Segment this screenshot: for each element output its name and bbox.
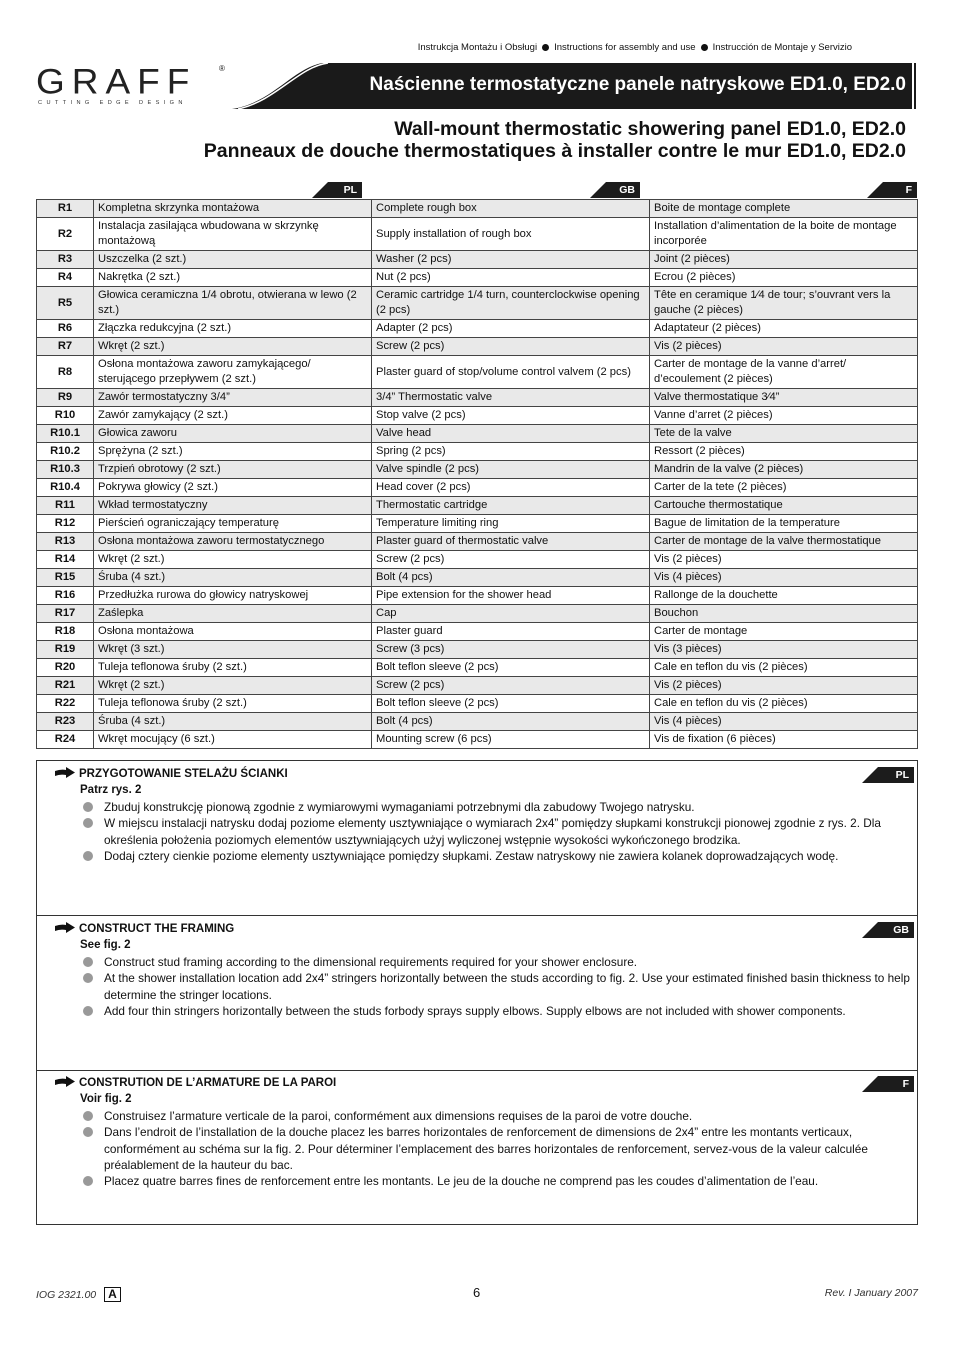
table-cell-code: R18 <box>37 623 94 641</box>
table-cell-gb: Bolt (4 pcs) <box>372 569 650 587</box>
table-cell-pl: Uszczelka (2 szt.) <box>94 251 372 269</box>
column-tag-gb: GB <box>590 182 640 198</box>
table-cell-gb: Cap <box>372 605 650 623</box>
table-row <box>37 515 918 533</box>
table-cell-pl: Zawór termostatyczny 3/4” <box>94 389 372 407</box>
list-item-text: Dans l’endroit de l’installation de la douche placez les barres horizontales de renforcement de dimensions de 2x4” entre les montants verticaux, conformément au schéma sur la fig. 2. Pour déterminer l’emplacement des barres horizontales de renforcement, servez-vous de la valeur calculée préalablement de la hauteur du bac. <box>104 1125 868 1172</box>
bullet-icon <box>83 1006 93 1016</box>
list-item <box>80 970 910 1003</box>
list-item-text: Zbuduj konstrukcję pionową zgodnie z wymiarowymi wymaganiami potrzebnymi dla zabudowy Twojego natrysku. <box>104 800 695 814</box>
bullet-dot-icon <box>542 44 549 51</box>
table-cell-code: R7 <box>37 338 94 356</box>
table-cell-fr: Adaptateur (2 pièces) <box>650 320 918 338</box>
table-cell-pl: Złączka redukcyjna (2 szt.) <box>94 320 372 338</box>
table-cell-fr: Vis (2 pièces) <box>650 551 918 569</box>
section-bullet-list <box>80 954 910 1019</box>
list-item-text: Placez quatre barres fines de renforcement entre les montants. Le jeu de la douche ne comprend pas les coudes d’alimentation de l’eau. <box>104 1174 819 1189</box>
table-cell-fr: Joint (2 pièces) <box>650 251 918 269</box>
table-cell-pl: Głowica zaworu <box>94 425 372 443</box>
title-polish: Naścienne termostatyczne panele natryskowe ED1.0, ED2.0 <box>369 74 906 95</box>
section-heading <box>55 1076 336 1089</box>
list-item <box>80 848 910 864</box>
table-cell-code: R2 <box>37 218 94 251</box>
section-lang-tag: PL <box>862 767 914 783</box>
table-row <box>37 731 918 749</box>
table-cell-code: R10.1 <box>37 425 94 443</box>
table-cell-gb: Screw (3 pcs) <box>372 641 650 659</box>
table-cell-fr: Cale en teflon du vis (2 pièces) <box>650 695 918 713</box>
table-row <box>37 287 918 320</box>
table-cell-gb: Nut (2 pcs) <box>372 269 650 287</box>
list-item <box>80 1173 910 1189</box>
table-cell-fr: Cale en teflon du vis (2 pièces) <box>650 659 918 677</box>
section-gb <box>37 916 917 1071</box>
header-language-line <box>418 42 852 53</box>
table-cell-gb: Spring (2 pcs) <box>372 443 650 461</box>
table-cell-code: R19 <box>37 641 94 659</box>
table-cell-fr: Carter de montage de la vanne d’arret/ d’ecoulement (2 pièces) <box>650 356 918 389</box>
table-cell-fr: Valve thermostatique 3⁄4” <box>650 389 918 407</box>
table-cell-gb: Screw (2 pcs) <box>372 338 650 356</box>
section-figure-ref: Patrz rys. 2 <box>80 784 142 796</box>
logo-registered-mark: ® <box>219 64 225 73</box>
table-row <box>37 677 918 695</box>
table-cell-gb: Plaster guard of stop/volume control valvem (2 pcs) <box>372 356 650 389</box>
logo-tagline: CUTTING EDGE DESIGN <box>38 100 187 106</box>
table-cell-gb: Ceramic cartridge 1/4 turn, counterclockwise opening (2 pcs) <box>372 287 650 320</box>
table-cell-fr: Vanne d’arret (2 pièces) <box>650 407 918 425</box>
table-cell-gb: Bolt teflon sleeve (2 pcs) <box>372 659 650 677</box>
list-item <box>80 1124 910 1173</box>
parts-table <box>36 199 918 749</box>
section-heading <box>55 767 288 780</box>
graff-logo <box>36 62 236 112</box>
parts-table-body <box>37 200 918 749</box>
table-row <box>37 569 918 587</box>
table-cell-code: R11 <box>37 497 94 515</box>
table-row <box>37 695 918 713</box>
table-cell-fr: Tete de la valve <box>650 425 918 443</box>
table-cell-code: R10.4 <box>37 479 94 497</box>
table-cell-gb: Pipe extension for the shower head <box>372 587 650 605</box>
table-cell-fr: Carter de montage de la valve thermostatique <box>650 533 918 551</box>
table-row <box>37 713 918 731</box>
table-cell-fr: Boite de montage complete <box>650 200 918 218</box>
table-cell-code: R8 <box>37 356 94 389</box>
title-english: Wall-mount thermostatic showering panel ED1.0, ED2.0 <box>394 118 906 140</box>
table-cell-gb: Head cover (2 pcs) <box>372 479 650 497</box>
table-cell-pl: Tuleja teflonowa śruby (2 szt.) <box>94 695 372 713</box>
table-row <box>37 425 918 443</box>
bullet-icon <box>83 1111 93 1121</box>
revision-letter-badge: A <box>104 1287 121 1302</box>
table-cell-gb: Plaster guard <box>372 623 650 641</box>
table-cell-gb: Temperature limiting ring <box>372 515 650 533</box>
table-cell-pl: Kompletna skrzynka montażowa <box>94 200 372 218</box>
footer-revision: Rev. I January 2007 <box>824 1287 918 1299</box>
table-cell-code: R14 <box>37 551 94 569</box>
table-cell-fr: Vis de fixation (6 pièces) <box>650 731 918 749</box>
table-row <box>37 623 918 641</box>
column-tag-f: F <box>867 182 917 198</box>
table-cell-gb: Bolt teflon sleeve (2 pcs) <box>372 695 650 713</box>
table-row <box>37 269 918 287</box>
list-item-text: Dodaj cztery cienkie poziome elementy usztywniające pomiędzy słupkami. Zestaw natryskowy nie zawiera kolanek doprowadzających wodę. <box>104 848 839 863</box>
title-band <box>232 63 916 109</box>
table-cell-pl: Wkręt (2 szt.) <box>94 677 372 695</box>
column-tag-pl: PL <box>312 182 362 198</box>
table-row <box>37 533 918 551</box>
table-cell-pl: Głowica ceramiczna 1/4 obrotu, otwierana w lewo (2 szt.) <box>94 287 372 320</box>
table-cell-fr: Bague de limitation de la temperature <box>650 515 918 533</box>
table-row <box>37 389 918 407</box>
table-cell-fr: Carter de montage <box>650 623 918 641</box>
list-item-text: At the shower installation location add 2x4” stringers horizontally between the studs according to fig. 2. Use your estimated finished basin thickness to help determine the stringer locations. <box>104 971 910 1002</box>
table-cell-pl: Wkręt mocujący (6 szt.) <box>94 731 372 749</box>
table-cell-gb: Washer (2 pcs) <box>372 251 650 269</box>
list-item <box>80 799 910 815</box>
logo-wordmark: GRAFF <box>36 62 197 101</box>
table-cell-pl: Zaślepka <box>94 605 372 623</box>
table-cell-code: R21 <box>37 677 94 695</box>
table-cell-fr: Rallonge de la douchette <box>650 587 918 605</box>
table-row <box>37 461 918 479</box>
table-cell-code: R17 <box>37 605 94 623</box>
arrow-right-icon <box>55 922 75 933</box>
table-row <box>37 320 918 338</box>
arrow-right-icon <box>55 767 75 778</box>
table-cell-pl: Pierścień ograniczający temperaturę <box>94 515 372 533</box>
bullet-icon <box>83 851 93 861</box>
table-row <box>37 218 918 251</box>
table-cell-fr: Bouchon <box>650 605 918 623</box>
table-cell-gb: Mounting screw (6 pcs) <box>372 731 650 749</box>
table-cell-fr: Vis (4 pièces) <box>650 569 918 587</box>
table-cell-fr: Vis (4 pièces) <box>650 713 918 731</box>
table-cell-pl: Osłona montażowa zaworu termostatycznego <box>94 533 372 551</box>
table-row <box>37 338 918 356</box>
table-cell-gb: Adapter (2 pcs) <box>372 320 650 338</box>
header-line-es: Instrucción de Montaje y Servizio <box>712 42 852 53</box>
table-cell-pl: Śruba (4 szt.) <box>94 569 372 587</box>
table-cell-pl: Przedłużka rurowa do głowicy natryskowej <box>94 587 372 605</box>
table-cell-code: R1 <box>37 200 94 218</box>
table-cell-fr: Ecrou (2 pièces) <box>650 269 918 287</box>
table-cell-pl: Sprężyna (2 szt.) <box>94 443 372 461</box>
table-cell-pl: Trzpień obrotowy (2 szt.) <box>94 461 372 479</box>
bullet-icon <box>83 957 93 967</box>
bullet-icon <box>83 1176 93 1186</box>
table-cell-code: R10 <box>37 407 94 425</box>
table-cell-fr: Ressort (2 pièces) <box>650 443 918 461</box>
table-row <box>37 251 918 269</box>
table-cell-gb: Stop valve (2 pcs) <box>372 407 650 425</box>
table-cell-gb: Screw (2 pcs) <box>372 677 650 695</box>
table-row <box>37 407 918 425</box>
footer-doc-code: IOG 2321.00 A <box>36 1287 121 1302</box>
title-french: Panneaux de douche thermostatiques à installer contre le mur ED1.0, ED2.0 <box>203 140 906 162</box>
table-cell-fr: Cartouche thermostatique <box>650 497 918 515</box>
table-row <box>37 605 918 623</box>
table-cell-code: R23 <box>37 713 94 731</box>
list-item-text: Add four thin stringers horizontally between the studs forbody sprays supply elbows. Supply elbows are not included with shower components. <box>104 1003 846 1018</box>
table-cell-pl: Wkład termostatyczny <box>94 497 372 515</box>
table-row <box>37 479 918 497</box>
table-cell-pl: Nakrętka (2 szt.) <box>94 269 372 287</box>
list-item <box>80 815 910 848</box>
table-cell-code: R12 <box>37 515 94 533</box>
table-cell-gb: Supply installation of rough box <box>372 218 650 251</box>
bullet-icon <box>83 1127 93 1137</box>
table-cell-code: R5 <box>37 287 94 320</box>
header-line-gb: Instructions for assembly and use <box>554 42 696 53</box>
section-heading-text: PRZYGOTOWANIE STELAŻU ŚCIANKI <box>79 768 288 780</box>
table-row <box>37 641 918 659</box>
table-cell-gb: Valve spindle (2 pcs) <box>372 461 650 479</box>
table-cell-gb: Screw (2 pcs) <box>372 551 650 569</box>
table-cell-pl: Tuleja teflonowa śruby (2 szt.) <box>94 659 372 677</box>
table-cell-pl: Wkręt (3 szt.) <box>94 641 372 659</box>
header-line-pl: Instrukcja Montażu i Obsługi <box>417 42 538 53</box>
table-row <box>37 200 918 218</box>
table-cell-code: R24 <box>37 731 94 749</box>
table-cell-pl: Osłona montażowa <box>94 623 372 641</box>
table-cell-gb: Complete rough box <box>372 200 650 218</box>
table-cell-gb: 3/4” Thermostatic valve <box>372 389 650 407</box>
table-cell-fr: Vis (2 pièces) <box>650 338 918 356</box>
section-heading-text: CONSTRUTION DE L’ARMATURE DE LA PAROI <box>79 1077 337 1089</box>
table-cell-gb: Valve head <box>372 425 650 443</box>
section-f <box>37 1070 917 1224</box>
table-cell-fr: Mandrin de la valve (2 pièces) <box>650 461 918 479</box>
table-row <box>37 587 918 605</box>
table-cell-pl: Instalacja zasilająca wbudowana w skrzynkę montażową <box>94 218 372 251</box>
table-cell-code: R10.3 <box>37 461 94 479</box>
table-row <box>37 659 918 677</box>
section-figure-ref: See fig. 2 <box>80 939 131 951</box>
table-cell-pl: Wkręt (2 szt.) <box>94 338 372 356</box>
table-cell-gb: Bolt (4 pcs) <box>372 713 650 731</box>
table-cell-fr: Installation d’alimentation de la boite de montage incorporée <box>650 218 918 251</box>
instructions-box <box>36 760 918 1225</box>
bullet-icon <box>83 802 93 812</box>
table-cell-fr: Tête en ceramique 1⁄4 de tour; s’ouvrant vers la gauche (2 pièces) <box>650 287 918 320</box>
section-heading-text: CONSTRUCT THE FRAMING <box>79 923 235 935</box>
table-cell-code: R16 <box>37 587 94 605</box>
section-bullet-list <box>80 1108 910 1189</box>
section-figure-ref: Voir fig. 2 <box>80 1093 132 1105</box>
section-heading <box>55 922 234 935</box>
bullet-icon <box>83 973 93 983</box>
table-cell-code: R4 <box>37 269 94 287</box>
list-item-text: W miejscu instalacji natrysku dodaj poziome elementy usztywniające o wymiarach 2x4” pomiędzy słupkami konstrukcji pionowej zgodnie z rys. 2. Dla określenia położenia poziomych elementów usztywniających użyj wyliczonej wstępnie wysokości wykończonego brodzika. <box>104 816 881 847</box>
section-lang-tag: GB <box>862 922 914 938</box>
table-cell-gb: Thermostatic cartridge <box>372 497 650 515</box>
table-row <box>37 443 918 461</box>
table-cell-pl: Zawór zamykający (2 szt.) <box>94 407 372 425</box>
table-cell-pl: Śruba (4 szt.) <box>94 713 372 731</box>
bullet-icon <box>83 818 93 828</box>
table-row <box>37 551 918 569</box>
page-number: 6 <box>473 1285 481 1300</box>
table-cell-code: R10.2 <box>37 443 94 461</box>
table-cell-gb: Plaster guard of thermostatic valve <box>372 533 650 551</box>
list-item <box>80 1108 910 1124</box>
table-cell-code: R9 <box>37 389 94 407</box>
table-cell-code: R22 <box>37 695 94 713</box>
table-cell-code: R6 <box>37 320 94 338</box>
table-cell-fr: Vis (2 pièces) <box>650 677 918 695</box>
bullet-dot-icon <box>701 44 708 51</box>
arrow-right-icon <box>55 1076 75 1087</box>
table-cell-code: R20 <box>37 659 94 677</box>
table-cell-pl: Pokrywa głowicy (2 szt.) <box>94 479 372 497</box>
table-row <box>37 356 918 389</box>
list-item <box>80 954 910 970</box>
section-pl <box>37 761 917 916</box>
table-cell-code: R15 <box>37 569 94 587</box>
table-cell-code: R3 <box>37 251 94 269</box>
list-item <box>80 1003 910 1019</box>
table-cell-code: R13 <box>37 533 94 551</box>
table-cell-fr: Vis (3 pièces) <box>650 641 918 659</box>
section-bullet-list <box>80 799 910 864</box>
list-item-text: Construisez l’armature verticale de la paroi, conformément aux dimensions requises de la paroi de votre douche. <box>104 1109 693 1123</box>
section-lang-tag: F <box>862 1076 914 1092</box>
table-row <box>37 497 918 515</box>
table-cell-fr: Carter de la tete (2 pièces) <box>650 479 918 497</box>
list-item-text: Construct stud framing according to the dimensional requirements required for your shower enclosure. <box>104 955 638 969</box>
table-cell-pl: Wkręt (2 szt.) <box>94 551 372 569</box>
table-cell-pl: Osłona montażowa zaworu zamykającego/ sterującego przepływem (2 szt.) <box>94 356 372 389</box>
